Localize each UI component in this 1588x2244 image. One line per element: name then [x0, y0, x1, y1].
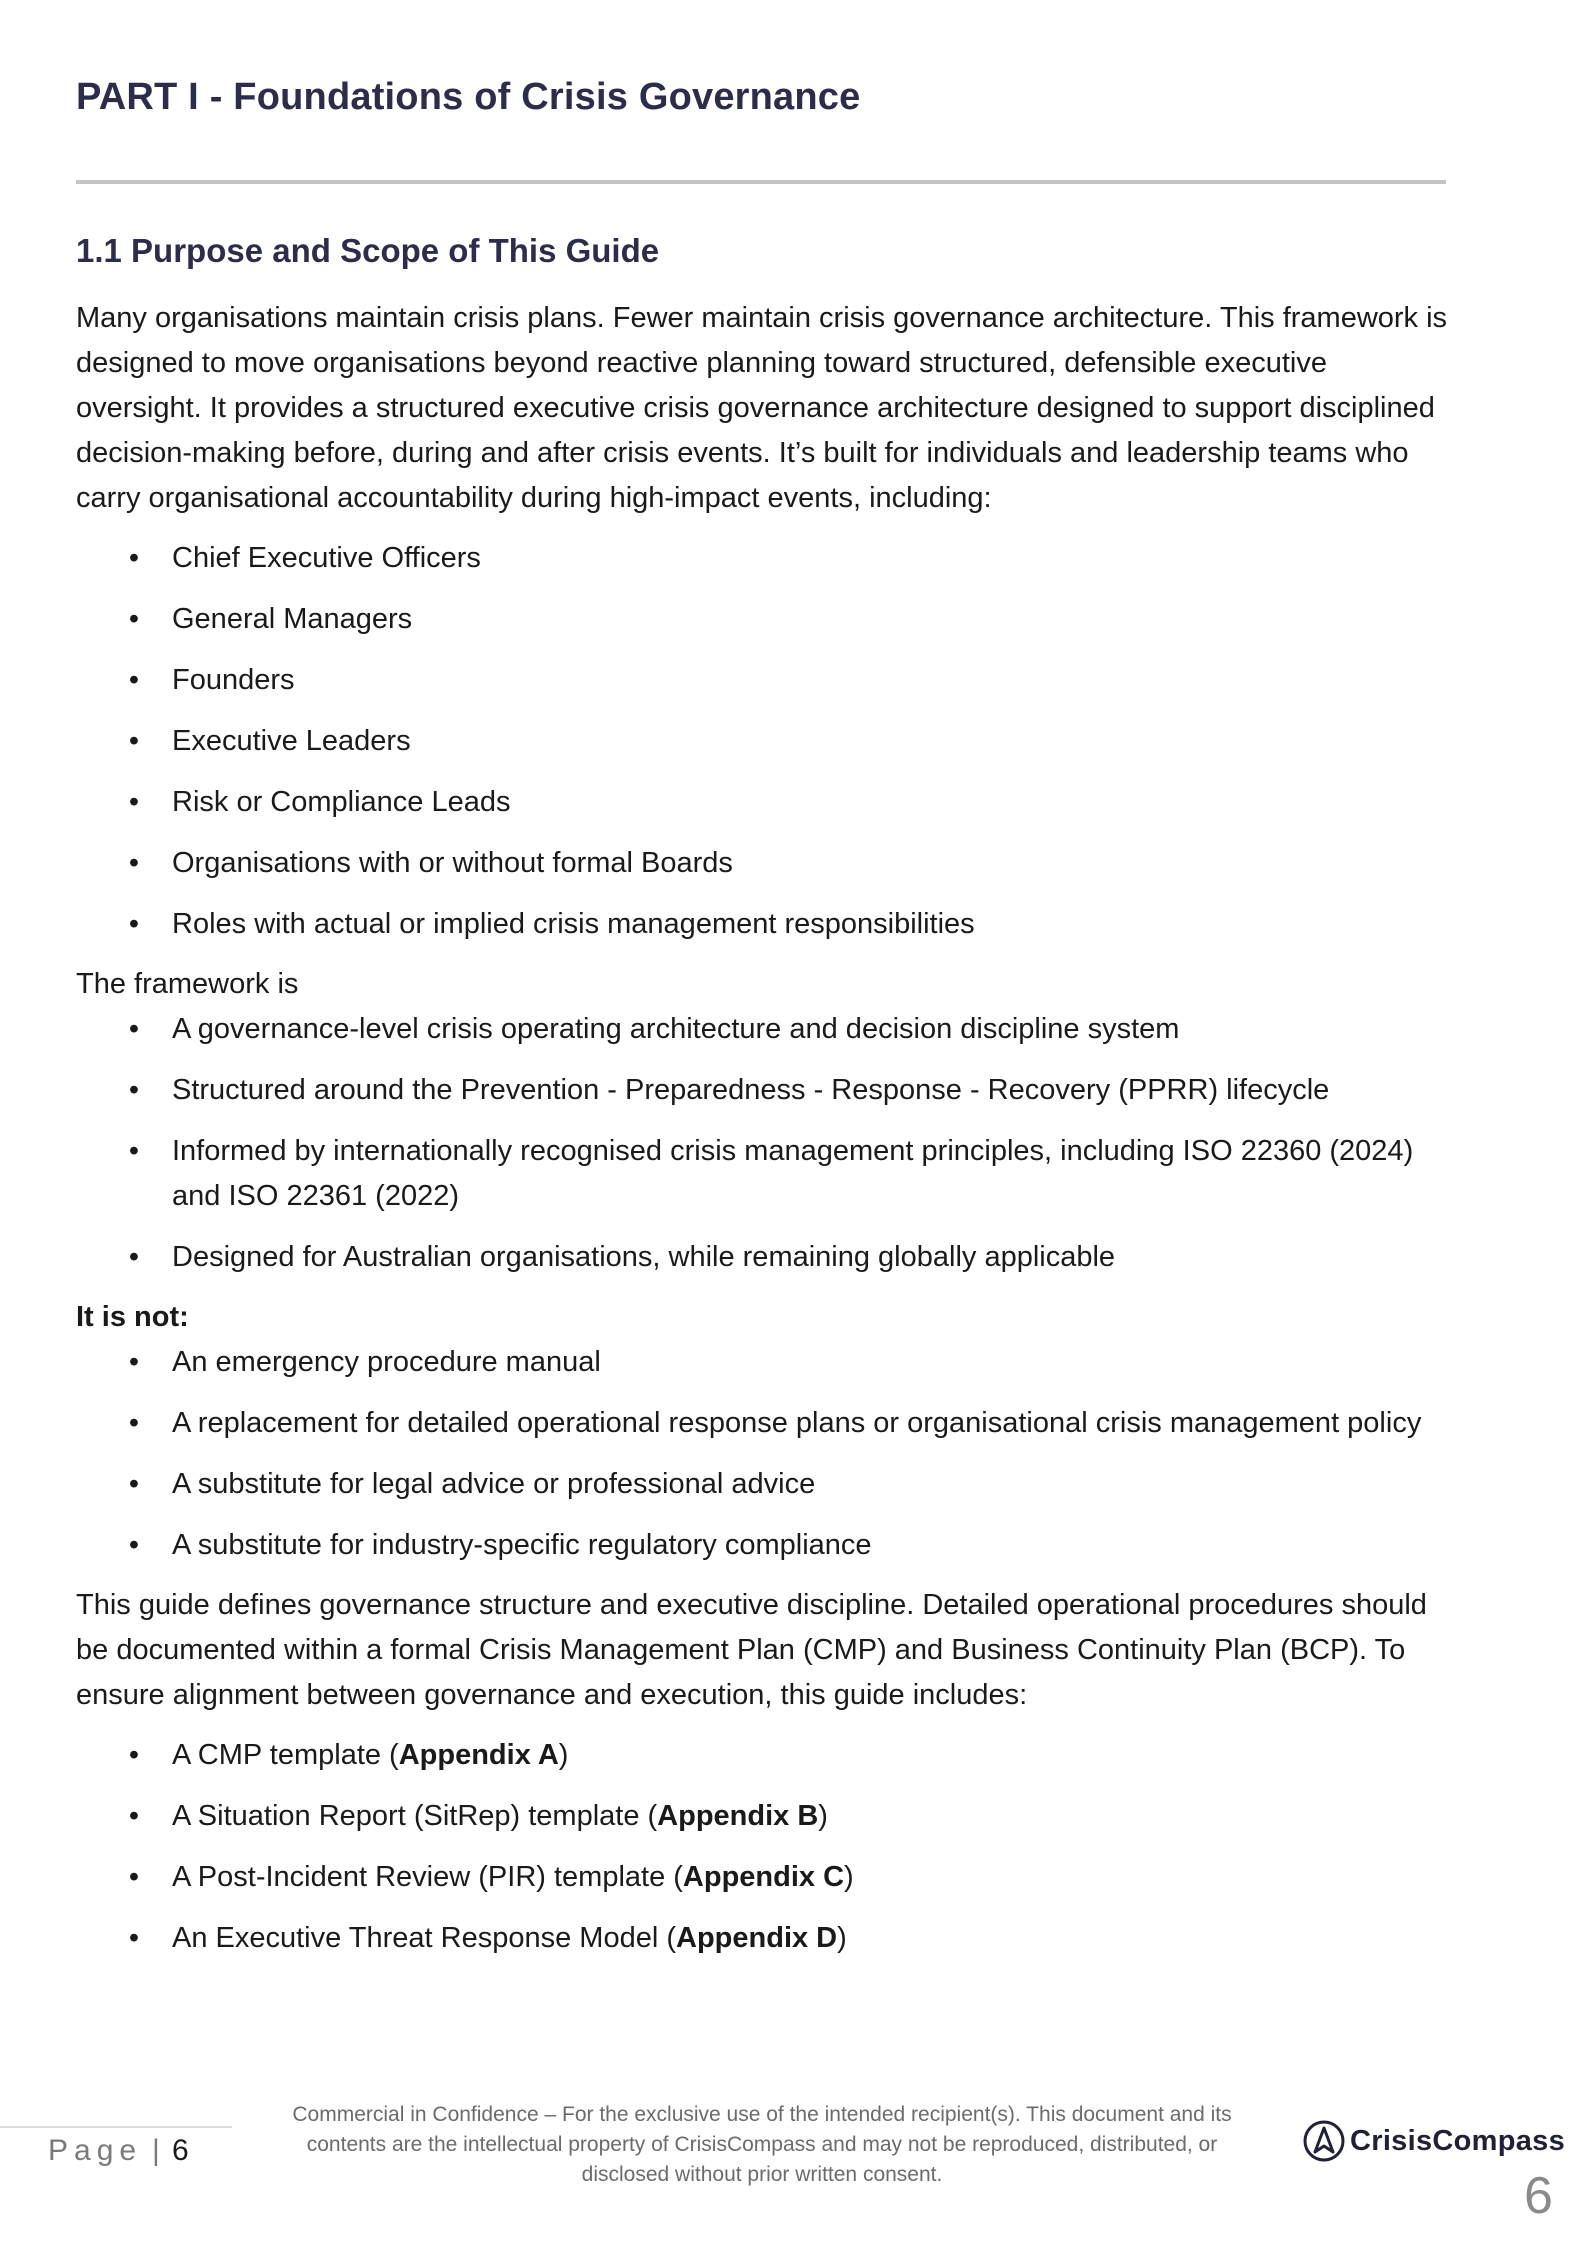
- section-title: 1.1 Purpose and Scope of This Guide: [76, 232, 660, 269]
- bullet-icon: •: [128, 1468, 140, 1500]
- crisiscompass-logo: [1302, 2118, 1565, 2164]
- framework-is-not-list: [76, 1340, 1456, 1568]
- list-item: • Founders: [76, 658, 1456, 703]
- page-number: 6: [172, 2134, 189, 2167]
- appendix-reference: Appendix B: [657, 1800, 819, 1832]
- audience-list: [76, 536, 1456, 947]
- page-separator: |: [152, 2134, 160, 2167]
- list-item: • Organisations with or without formal Boards: [76, 841, 1456, 886]
- bullet-icon: •: [128, 664, 140, 696]
- bullet-icon: •: [128, 725, 140, 757]
- list-item: • An emergency procedure manual: [76, 1340, 1456, 1385]
- footer-divider: [0, 2126, 232, 2128]
- list-item: • Roles with actual or implied crisis management responsibilities: [76, 902, 1456, 947]
- confidentiality-notice: Commercial in Confidence – For the exclusive use of the intended recipient(s). This document and its contents are the intellectual property of CrisisCompass and may not be reproduced, distributed, or disclosed without prior written consent.: [292, 2103, 1232, 2186]
- framework-is-label: The framework is: [76, 968, 299, 1000]
- framework-is-list: [76, 1007, 1456, 1280]
- bullet-icon: •: [128, 1013, 140, 1045]
- bullet-icon: •: [128, 542, 140, 574]
- bullet-icon: •: [128, 1739, 140, 1771]
- bullet-icon: •: [128, 1407, 140, 1439]
- list-item: • A Post-Incident Review (PIR) template (Appendix C): [76, 1855, 1456, 1900]
- bullet-icon: •: [128, 1861, 140, 1893]
- bullet-icon: •: [128, 847, 140, 879]
- appendix-reference: Appendix C: [682, 1861, 845, 1893]
- logo-text: CrisisCompass: [1350, 2124, 1566, 2157]
- list-item: • An Executive Threat Response Model (Appendix D): [76, 1916, 1456, 1961]
- list-item: • Structured around the Prevention - Preparedness - Response - Recovery (PPRR) lifecycle: [76, 1068, 1456, 1113]
- bullet-icon: •: [128, 1135, 140, 1167]
- bullet-icon: •: [128, 786, 140, 818]
- list-item: • Informed by internationally recognised crisis management principles, including ISO 22360 (2024) and ISO 22361 (2022): [76, 1129, 1456, 1219]
- bullet-icon: •: [128, 1922, 140, 1954]
- title-divider: [76, 180, 1446, 184]
- framework-is-not-label: It is not:: [76, 1301, 189, 1333]
- bullet-icon: •: [128, 1529, 140, 1561]
- bullet-icon: •: [128, 908, 140, 940]
- list-item: • Executive Leaders: [76, 719, 1456, 764]
- bullet-icon: •: [128, 1800, 140, 1832]
- appendix-reference: Appendix A: [398, 1739, 559, 1771]
- bullet-icon: •: [128, 1241, 140, 1273]
- bullet-icon: •: [128, 1074, 140, 1106]
- body-content: [76, 296, 1456, 1976]
- appendix-reference: Appendix D: [676, 1922, 838, 1954]
- list-item: • A substitute for legal advice or professional advice: [76, 1462, 1456, 1507]
- list-item: • A substitute for industry-specific regulatory compliance: [76, 1523, 1456, 1568]
- list-item: • A replacement for detailed operational response plans or organisational crisis management policy: [76, 1401, 1456, 1446]
- guide-defines-paragraph: This guide defines governance structure and executive discipline. Detailed operational procedures should be documented within a formal Crisis Management Plan (CMP) and Business Continuity Plan (BCP). To ensure alignment between governance and execution, this guide includes:: [76, 1589, 1427, 1711]
- list-item: • Risk or Compliance Leads: [76, 780, 1456, 825]
- part-title: PART I - Foundations of Crisis Governance: [76, 76, 861, 118]
- list-item: • A governance-level crisis operating architecture and decision discipline system: [76, 1007, 1456, 1052]
- page-label: Page: [48, 2134, 143, 2167]
- compass-icon: [1302, 2119, 1346, 2163]
- list-item: • A CMP template (Appendix A): [76, 1733, 1456, 1778]
- list-item: • A Situation Report (SitRep) template (Appendix B): [76, 1794, 1456, 1839]
- appendix-list: [76, 1733, 1456, 1961]
- bullet-icon: •: [128, 1346, 140, 1378]
- intro-paragraph: Many organisations maintain crisis plans. Fewer maintain crisis governance architecture. This framework is designed to move organisations beyond reactive planning toward structured, defensible executive oversight. It provides a structured executive crisis governance architecture designed to support disciplined decision-making before, during and after crisis events. It’s built for individuals and leadership teams who carry organisational accountability during high-impact events, including:: [76, 302, 1448, 514]
- corner-page-number: 6: [1524, 2167, 1553, 2225]
- bullet-icon: •: [128, 603, 140, 635]
- list-item: • Chief Executive Officers: [76, 536, 1456, 581]
- list-item: • General Managers: [76, 597, 1456, 642]
- list-item: • Designed for Australian organisations, while remaining globally applicable: [76, 1235, 1456, 1280]
